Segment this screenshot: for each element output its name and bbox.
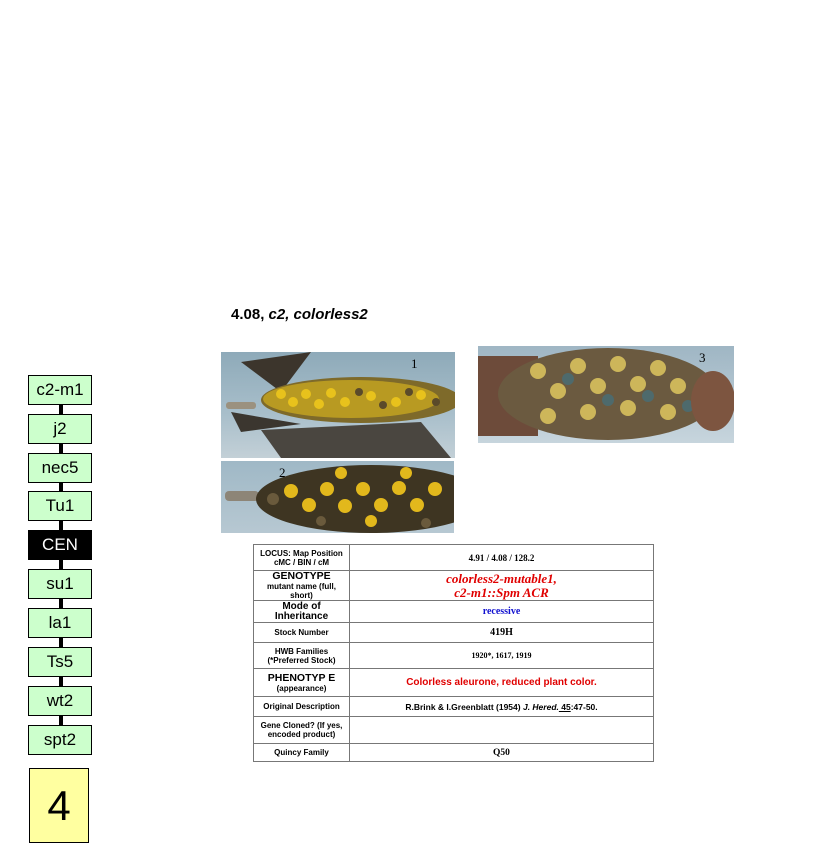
label-locus: LOCUS: Map Position cMC / BIN / cM: [254, 545, 350, 571]
row-stock: [254, 623, 654, 643]
locus-nec5[interactable]: nec5: [28, 453, 92, 483]
label-phenotype-small: (appearance): [276, 683, 327, 693]
locus-la1[interactable]: la1: [28, 608, 92, 638]
label-genotype-small: mutant name (full, short): [267, 582, 336, 600]
title-gene-name: c2, colorless2: [268, 306, 368, 323]
locus-spt2[interactable]: spt2: [28, 725, 92, 755]
row-locus: [254, 545, 654, 571]
label-cloned: Gene Cloned? (If yes, encoded product): [254, 717, 350, 744]
page-title: [231, 306, 368, 323]
row-inheritance: [254, 601, 654, 623]
value-locus: 4.91 / 4.08 / 128.2: [350, 545, 654, 571]
locus-wt2[interactable]: wt2: [28, 686, 92, 716]
ear-photo-1-image: [221, 352, 455, 458]
value-inheritance: recessive: [350, 601, 654, 623]
ear-photo-2: [221, 461, 454, 533]
chromosome-ladder: [28, 0, 94, 850]
ear-photo-2-image: [221, 461, 454, 533]
locus-info-table: [253, 544, 654, 762]
value-quincy: Q50: [350, 744, 654, 762]
value-genotype: [350, 571, 654, 601]
value-original-pages: :47-50.: [570, 701, 598, 712]
ear-photo-3: [478, 346, 734, 443]
locus-su1[interactable]: su1: [28, 569, 92, 599]
value-stock: 419H: [350, 623, 654, 643]
locus-ts5[interactable]: Ts5: [28, 647, 92, 677]
chromosome-number-box[interactable]: 4: [29, 768, 89, 843]
row-quincy: [254, 744, 654, 762]
label-inheritance: Mode of Inheritance: [254, 601, 350, 623]
label-genotype-big: GENOTYPE: [272, 570, 331, 582]
value-cloned: [350, 717, 654, 744]
value-genotype-line2: c2-m1::Spm ACR: [454, 584, 549, 600]
locus-c2-m1[interactable]: c2-m1: [28, 375, 92, 405]
label-original: Original Description: [254, 697, 350, 717]
value-hwb: 1920*, 1617, 1919: [350, 643, 654, 669]
label-stock: Stock Number: [254, 623, 350, 643]
label-phenotype-big: PHENOTYP E: [267, 671, 336, 684]
title-prefix: 4.08,: [231, 306, 269, 323]
label-quincy: Quincy Family: [254, 744, 350, 762]
row-genotype: [254, 571, 654, 601]
photo-label-1: 1: [411, 356, 418, 371]
locus-tu1[interactable]: Tu1: [28, 491, 92, 521]
value-phenotype: Colorless aleurone, reduced plant color.: [350, 669, 654, 697]
value-original-authors: R.Brink & I.Greenblatt (1954): [405, 701, 523, 712]
row-cloned: [254, 717, 654, 744]
photo-label-3: 3: [699, 350, 706, 365]
value-original-journal: J. Hered.: [522, 701, 559, 712]
label-genotype: [254, 571, 350, 601]
photo-label-2: 2: [279, 465, 286, 480]
locus-centromere[interactable]: CEN: [28, 530, 92, 560]
label-hwb: HWB Families (*Preferred Stock): [254, 643, 350, 669]
row-original: [254, 697, 654, 717]
locus-j2[interactable]: j2: [28, 414, 92, 444]
ear-photo-1: [221, 352, 455, 458]
row-phenotype: [254, 669, 654, 697]
value-original: [350, 697, 654, 717]
label-phenotype: [254, 669, 350, 697]
value-original-volume: 45: [558, 701, 571, 712]
ear-photo-3-image: [478, 346, 734, 443]
row-hwb: [254, 643, 654, 669]
value-genotype-line1: colorless2-mutable1,: [446, 570, 557, 586]
